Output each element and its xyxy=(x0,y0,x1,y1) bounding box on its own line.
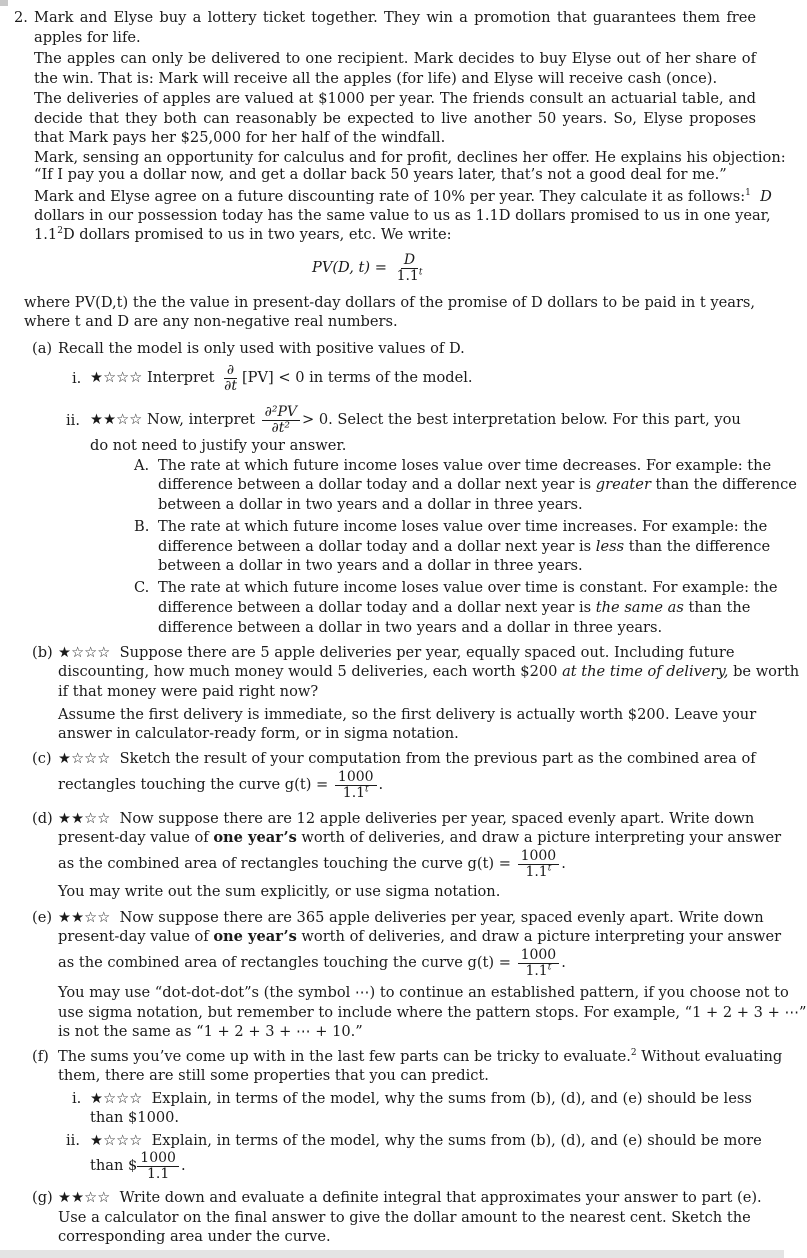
paragraph-5-line-2: where t and D are any non-negative real numbers. xyxy=(24,313,398,330)
difficulty-stars: ★★☆☆ xyxy=(58,810,111,827)
part-f-label: (f) xyxy=(32,1048,49,1065)
part-g-line-1: ★★☆☆ Write down and evaluate a definite integral that approximates your answer to part (e). xyxy=(58,1189,762,1206)
part-f-i-label: i. xyxy=(72,1090,82,1107)
page-corner-mark xyxy=(0,0,8,6)
difficulty-stars: ★☆☆☆ xyxy=(90,369,143,386)
part-f-line-1: The sums you’ve come up with in the last few parts can be tricky to evaluate.$^2$ Without evaluating xyxy=(58,1048,783,1065)
part-f-line-2: them, there are still some properties that you can predict. xyxy=(58,1067,489,1084)
difficulty-stars: ★☆☆☆ xyxy=(90,1132,143,1149)
bottom-scroll-edge xyxy=(0,1250,784,1258)
paragraph-4-line-1: Mark and Elyse agree on a future discounting rate of 10% per year. They calculate it as follows:$^1$ D xyxy=(34,188,772,205)
choice-c-line-2: difference between a dollar today and a dollar next year is the same as than the xyxy=(158,599,751,616)
part-d-line-3: as the combined area of rectangles touching the curve g(t) = $\frac{1000}{1.1^t}$ . xyxy=(58,847,566,880)
part-g-line-2: Use a calculator on the final answer to give the dollar amount to the nearest cent. Sketch the xyxy=(58,1209,751,1226)
part-f-ii-line-2: than $ $\frac{1000}{1.1}$ . xyxy=(90,1149,186,1182)
paragraph-4-line-2: dollars in our possession today has the same value to us as 1.1D dollars promised to us in one year, xyxy=(34,207,771,224)
part-f-ii-line-1: ★☆☆☆ Explain, in terms of the model, why the sums from (b), (d), and (e) should be more xyxy=(90,1132,762,1149)
paragraph-1: The apples can only be delivered to one recipient. Mark decides to buy Elyse out of her share of the win. That is: Mark will receive all the apples (for life) and Elyse will receive cash (once). xyxy=(34,50,756,87)
part-f-ii-label: ii. xyxy=(66,1132,80,1149)
choice-b-line-2: difference between a dollar today and a dollar next year is less than the difference xyxy=(158,538,771,555)
difficulty-stars: ★★☆☆ xyxy=(58,1189,111,1206)
part-b-line-1: ★☆☆☆ Suppose there are 5 apple deliveries per year, equally spaced out. Including future xyxy=(58,644,735,661)
part-c-line-1: ★☆☆☆ Sketch the result of your computation from the previous part as the combined area of xyxy=(58,750,756,767)
part-a-ii-text: ★★☆☆ Now, interpret $\frac{\text{∂²PV}}{\text{∂t²}}$ > 0. Select the best interpretation below. For this part, you xyxy=(90,403,741,436)
part-e-line-2: present-day value of one year’s worth of deliveries, and draw a picture interpreting your answer xyxy=(58,928,782,945)
part-d-line-1: ★★☆☆ Now suppose there are 12 apple deliveries per year, spaced evenly apart. Write down xyxy=(58,810,755,827)
part-f-i-line-1: ★☆☆☆ Explain, in terms of the model, why the sums from (b), (d), and (e) should be less xyxy=(90,1090,752,1107)
choice-b-label: B. xyxy=(134,518,150,535)
difficulty-stars: ★★☆☆ xyxy=(58,909,111,926)
paragraph-3-line-2: “If I pay you a dollar now, and get a dollar back 50 years later, that’s not a good deal for me.” xyxy=(34,166,727,183)
problem-number: 2. xyxy=(14,9,28,26)
part-d-label: (d) xyxy=(32,810,53,827)
footnote-marker-1: 1 xyxy=(745,188,751,199)
choice-c-label: C. xyxy=(134,579,150,596)
part-a-i-label: i. xyxy=(72,370,82,387)
part-a-i-text: ★☆☆☆ Interpret $\frac{\partial}{\partial t}$ [PV] < 0 in terms of the model. xyxy=(90,361,473,394)
choice-c-line-3: difference between a dollar in two years and a dollar in three years. xyxy=(158,619,663,636)
part-a-ii-label: ii. xyxy=(66,412,80,429)
part-f-i-line-2: than $1000. xyxy=(90,1109,180,1126)
paragraph-5-line-1: where PV(D,t) the the value in present-day dollars of the promise of D dollars to be paid in t years, xyxy=(24,294,756,311)
part-a-ii-line-2: do not need to justify your answer. xyxy=(90,437,347,454)
paragraph-4-line-3: $1.1^2D$ dollars promised to us in two years, etc. We write: xyxy=(34,226,452,243)
part-g-line-3: corresponding area under the curve. xyxy=(58,1228,331,1245)
difficulty-stars: ★☆☆☆ xyxy=(58,750,111,767)
part-a-text: Recall the model is only used with positive values of D. xyxy=(58,340,465,357)
choice-a-line-2: difference between a dollar today and a dollar next year is greater than the difference xyxy=(158,476,797,493)
choice-a-label: A. xyxy=(134,457,150,474)
part-g-label: (g) xyxy=(32,1189,53,1206)
part-b-line-3: if that money were paid right now? xyxy=(58,683,319,700)
part-b-line-2: discounting, how much money would 5 deliveries, each worth $200 at the time of delivery, be worth xyxy=(58,663,800,680)
part-e-line-3: as the combined area of rectangles touching the curve g(t) = $\frac{1000}{1.1^t}$ . xyxy=(58,946,566,979)
problem-intro: Mark and Elyse buy a lottery ticket together. They win a promotion that guarantees them free apples for life. xyxy=(34,9,756,46)
part-a-label: (a) xyxy=(32,340,53,357)
part-e-line-4: You may use “dot-dot-dot”s (the symbol ⋯) to continue an established pattern, if you choose not to xyxy=(58,984,789,1001)
paragraph-2: The deliveries of apples are valued at $1000 per year. The friends consult an actuarial table, and decide that they both can reasonably be expected to live another 50 years. So, Elyse proposes that Mark pays her $25,000 for her half of the windfall. xyxy=(34,90,756,147)
choice-a-line-3: between a dollar in two years and a dollar in three years. xyxy=(158,496,583,513)
part-b-line-5: answer in calculator-ready form, or in sigma notation. xyxy=(58,725,459,742)
part-c-line-2: rectangles touching the curve g(t) = $\frac{1000}{1.1^t}$ . xyxy=(58,768,384,801)
part-d-line-4: You may write out the sum explicitly, or use sigma notation. xyxy=(58,883,501,900)
footnote-marker-2: 2 xyxy=(630,1048,637,1059)
choice-b-line-3: between a dollar in two years and a dollar in three years. xyxy=(158,557,583,574)
difficulty-stars: ★☆☆☆ xyxy=(58,644,111,661)
choice-b-line-1: The rate at which future income loses value over time increases. For example: the xyxy=(158,518,768,535)
part-e-label: (e) xyxy=(32,909,53,926)
difficulty-stars: ★★☆☆ xyxy=(90,411,143,428)
part-e-line-6: is not the same as “1 + 2 + 3 + ⋯ + 10.” xyxy=(58,1023,363,1040)
part-c-label: (c) xyxy=(32,750,52,767)
choice-c-line-1: The rate at which future income loses value over time is constant. For example: the xyxy=(158,579,778,596)
part-b-line-4: Assume the first delivery is immediate, so the first delivery is actually worth $200. Leave your xyxy=(58,706,757,723)
part-b-label: (b) xyxy=(32,644,53,661)
paragraph-3-line-1: Mark, sensing an opportunity for calculus and for profit, declines her offer. He explains his objection: xyxy=(34,149,786,166)
choice-a-line-1: The rate at which future income loses value over time decreases. For example: the xyxy=(158,457,772,474)
part-e-line-1: ★★☆☆ Now suppose there are 365 apple deliveries per year, spaced evenly apart. Write down xyxy=(58,909,764,926)
pv-equation: PV(D, t) = $\frac{D}{1.1^t}$ xyxy=(312,251,423,284)
part-d-line-2: present-day value of one year’s worth of deliveries, and draw a picture interpreting your answer xyxy=(58,829,782,846)
part-e-line-5: use sigma notation, but remember to include where the pattern stops. For example, “1 + 2 + 3 + ⋯” xyxy=(58,1004,807,1021)
difficulty-stars: ★☆☆☆ xyxy=(90,1090,143,1107)
